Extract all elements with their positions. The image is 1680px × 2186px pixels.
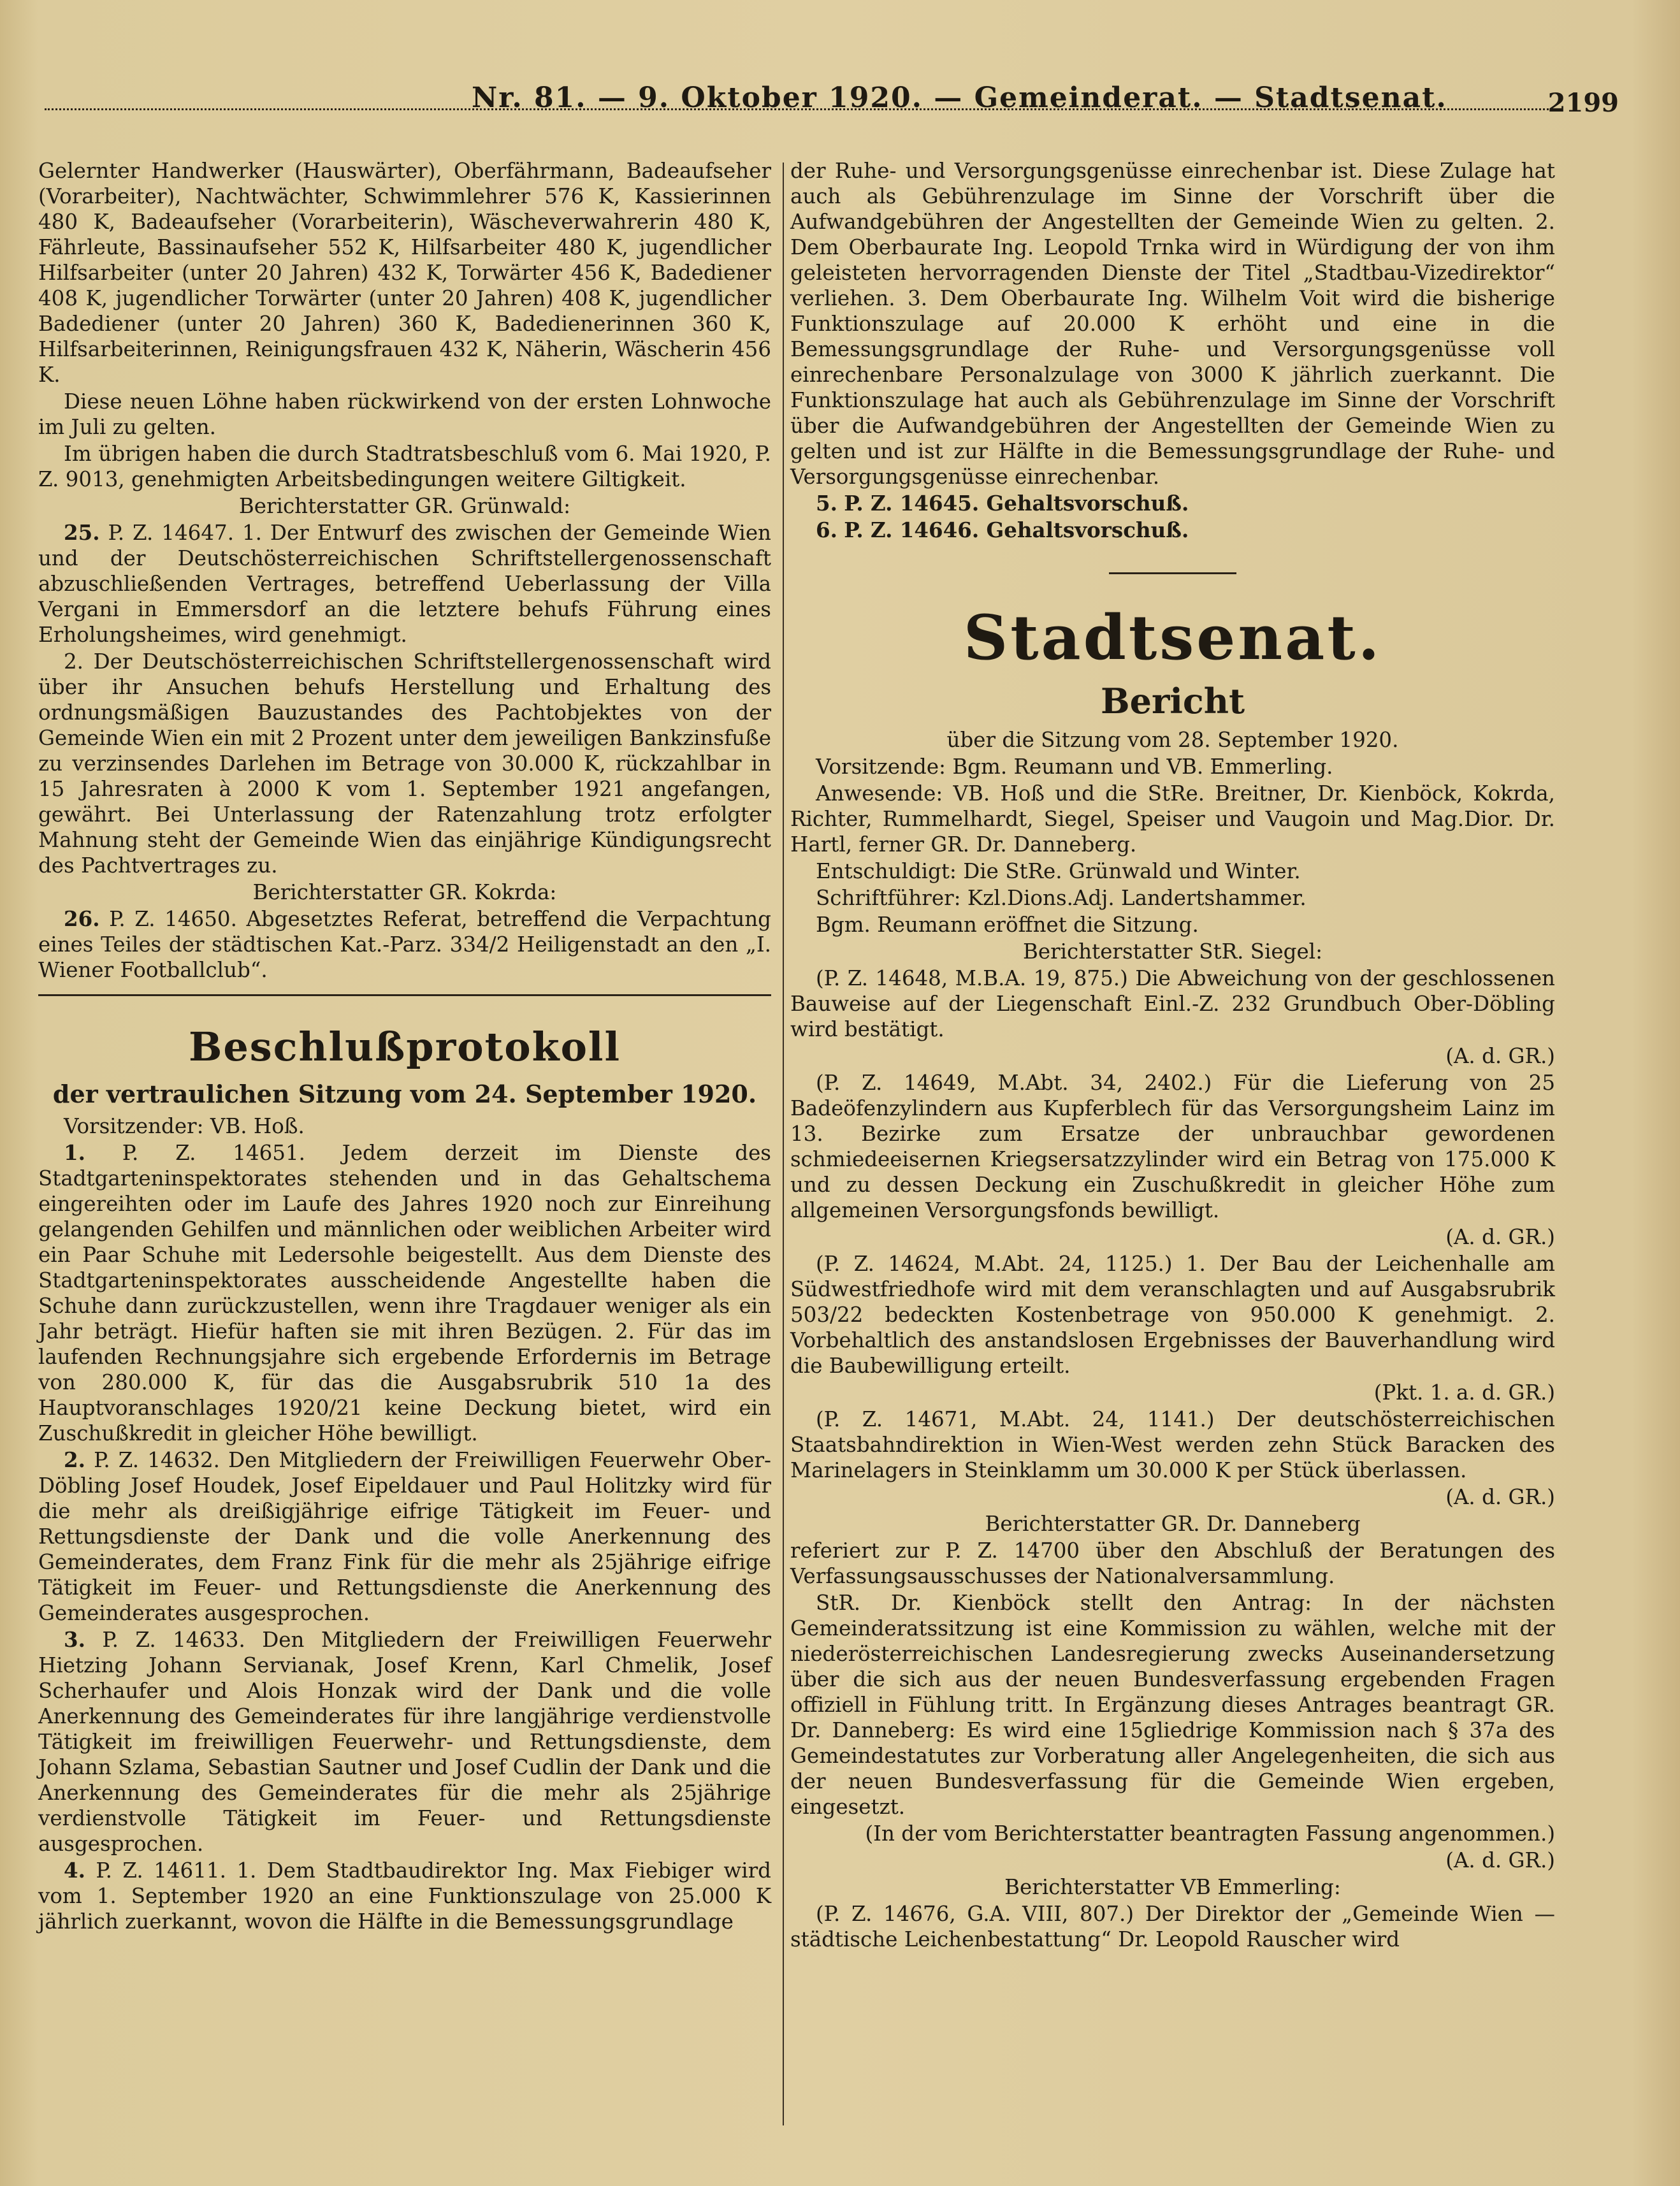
attendees-line: Anwesende: VB. Hoß und die StRe. Breitner, Dr. Kienböck, Kokrda, Richter, Rummelhardt, Siegel, Speiser und Vaugoin und Mag.Dior. Dr. Hartl, ferner GR. Dr. Danneberg. [790,781,1555,857]
item-text: P. Z. 14611. 1. Dem Stadtbaudirektor Ing. Max Fiebiger wird vom 1. September 1920 an eine Funktionszulage von 25.000 K jährlich zuerkannt, wovon die Hälfte in die Bemessungsgrundlage [38,1858,771,1934]
rapporteur-line: Berichterstatter GR. Dr. Danneberg [985,1512,1361,1536]
page-header [57,75,1638,120]
paragraph: Diese neuen Löhne haben rückwirkend von der ersten Lohnwoche im Juli zu gelten. [38,389,771,439]
right-column [790,158,1555,1953]
item-note: (Pkt. 1. a. d. GR.) [1373,1380,1555,1405]
section-subtitle: der vertraulichen Sitzung vom 24. September 1920. [52,1080,757,1108]
secretary-line: Schriftführer: Kzl.Dions.Adj. Landertshammer. [816,886,1307,910]
item-text: P. Z. 14646. Gehaltsvorschuß. [844,518,1189,542]
senate-item: (P. Z. 14624, M.Abt. 24, 1125.) 1. Der Bau der Leichenhalle am Südwestfriedhofe wird mit dem veranschlagten und auf Ausgabsrubrik 503/22 bedeckten Kostenbetrage von 950.000 K genehmigt. 2. Vorbehaltlich des anstandslosen Ergebnisses der Bauverhandlung wird die Baubewilligung erteilt. [790,1252,1555,1378]
column-divider [783,163,784,2125]
resolution-item-6 [790,518,1555,543]
resolution-item-1 [38,1140,771,1446]
opening-line: Bgm. Reumann eröffnet die Sitzung. [816,913,1199,937]
item-text: P. Z. 14645. Gehaltsvorschuß. [844,491,1189,516]
item-text: P. Z. 14647. 1. Der Entwurf des zwischen der Gemeinde Wien und der Deutschösterreichischen Schriftstellergenossenschaft abzuschließenden Vertrages, betreffend Ueberlassung der Villa Vergani in Emmersdorf an die letztere behufs Führung eines Erholungsheimes, wird genehmigt. [38,521,771,647]
rapporteur-line: Berichterstatter GR. Grünwald: [238,494,571,518]
rapporteur-line: Berichterstatter StR. Siegel: [1022,939,1323,964]
resolution-item-3 [38,1627,771,1857]
item-number: 3. [64,1627,85,1652]
senate-item: (P. Z. 14648, M.B.A. 19, 875.) Die Abweichung von der geschlossenen Bauweise auf der Liegenschaft Einl.-Z. 232 Grundbuch Ober-Döbling wird bestätigt. [790,966,1555,1041]
section-rule [38,994,771,996]
senate-item: referiert zur P. Z. 14700 über den Abschluß der Beratungen des Verfassungsausschusses der Nationalversammlung. [790,1538,1555,1588]
item-number: 1. [64,1140,85,1165]
item-number: 5. [816,491,837,516]
agenda-item-25 [38,520,771,648]
item-text: P. Z. 14632. Den Mitgliedern der Freiwilligen Feuerwehr Ober-Döbling Josef Houdek, Josef Eipeldauer und Paul Holitzky wird für die mehr als dreißigjährige eifrige Tätigkeit im Feuer- und Rettungsdienste der Dank und die volle Anerkennung des Gemeinderates, dem Franz Fink für die mehr als 25jährige eifrige Tätigkeit im Feuer- und Rettungsdienste die Anerkennung des Gemeinderates ausgesprochen. [38,1448,771,1625]
item-text: P. Z. 14650. Abgesetztes Referat, betreffend die Verpachtung eines Teiles der städtischen Kat.-Parz. 334/2 Heiligenstadt an den „I. Wiener Footballclub“. [38,907,771,982]
continued-paragraph: der Ruhe- und Versorgungsgenüsse einrechenbar ist. Diese Zulage hat auch als Gebührenzulage im Sinne der Vorschrift über die Aufwandgebühren der Angestellten der Gemeinde Wien zu gelten. 2. Dem Oberbaurate Ing. Leopold Trnka wird in Würdigung der von ihm geleisteten hervorragenden Dienste der Titel „Stadtbau-Vizedirektor“ verliehen. 3. Dem Oberbaurate Ing. Wilhelm Voit wird die bisherige Funktionszulage auf 20.000 K erhöht und eine in die Bemessungsgrundlage der Ruhe- und Versorgungsgenüsse voll einrechenbare Personalzulage von 3000 K jährlich zuerkannt. Die Funktionszulage hat auch als Gebührenzulage im Sinne der Vorschrift über die Aufwandgebühren der Angestellten der Gemeinde Wien zu gelten und ist zur Hälfte in die Bemessungsgrundlage der Ruhe- und Versorgungsgenüsse einrechenbar. [790,159,1555,489]
excused-line: Entschuldigt: Die StRe. Grünwald und Winter. [816,859,1301,883]
rapporteur-line: Berichterstatter GR. Kokrda: [252,880,557,904]
chair-line: Vorsitzende: Bgm. Reumann und VB. Emmerling. [816,755,1333,779]
resolution-item-5 [790,491,1555,516]
paragraph: 2. Der Deutschösterreichischen Schriftstellergenossenschaft wird über ihr Ansuchen behufs Herstellung und Erhaltung des ordnungsmäßigen Bauzustandes des Pachtobjektes von der Gemeinde Wien ein mit 2 Prozent unter dem jeweiligen Bankzinsfuße zu verzinsendes Darlehen im Betrage von 30.000 K, rückzahlbar in 15 Jahresraten à 2000 K vom 1. September 1921 angefangen, gewährt. Bei Unterlassung der Ratenzahlung trotz erfolgter Mahnung steht der Gemeinde Wien das einjährige Kündigungsrecht des Pachtvertrages zu. [38,649,771,878]
senate-item: (P. Z. 14649, M.Abt. 34, 2402.) Für die Lieferung von 25 Badeöfenzylindern aus Kupferblech für das Versorgungsheim Lainz im 13. Bezirke zum Ersatze der unbrauchbar gewordenen schmiedeeisernen Kriegsersatzzylinder wird ein Betrag von 175.000 K und zu dessen Deckung ein Zuschußkredit in gleicher Höhe zum allgemeinen Versorgungsfonds bewilligt. [790,1071,1555,1222]
item-note: (A. d. GR.) [1445,1848,1555,1872]
section-rule [1109,572,1236,574]
item-text: P. Z. 14633. Den Mitgliedern der Freiwilligen Feuerwehr Hietzing Johann Servianak, Josef Krenn, Karl Chmelik, Josef Scherhaufer und Alois Honzak wird der Dank und die volle Anerkennung des Gemeinderates für ihre langjährige verdienstvolle Tätigkeit im freiwilligen Feuerwehr- und Rettungsdienste, dem Johann Szlama, Sebastian Sautner und Josef Cudlin der Dank und die Anerkennung des Gemeinderates für die mehr als 25jährige verdienstvolle Tätigkeit im Feuer- und Rettungsdienste ausgesprochen. [38,1628,771,1856]
item-note: (In der vom Berichterstatter beantragten Fassung angenommen.) [865,1821,1555,1846]
resolution-item-4 [38,1858,771,1934]
report-subtitle: Bericht [1100,681,1245,721]
item-number: 6. [816,518,837,542]
senate-item: (P. Z. 14676, G.A. VIII, 807.) Der Direktor der „Gemeinde Wien — städtische Leichenbestattung“ Dr. Leopold Rauscher wird [790,1902,1555,1951]
header-rule [45,108,1549,110]
page-number: 2199 [1547,88,1619,118]
item-note: (A. d. GR.) [1445,1044,1555,1068]
paragraph: Im übrigen haben die durch Stadtratsbeschluß vom 6. Mai 1920, P. Z. 9013, genehmigten Arbeitsbedingungen weitere Giltigkeit. [38,442,771,491]
item-number: 25. [64,520,100,545]
resolution-item-2 [38,1447,771,1626]
senate-item: (P. Z. 14671, M.Abt. 24, 1141.) Der deutschösterreichischen Staatsbahndirektion in Wien-West werden zehn Stück Baracken des Marinelagers in Steinklamm um 30.000 K per Stück überlassen. [790,1407,1555,1482]
item-number: 4. [64,1858,85,1883]
agenda-item-26 [38,906,771,983]
rapporteur-line: Berichterstatter VB Emmerling: [1004,1875,1341,1899]
item-note: (A. d. GR.) [1445,1225,1555,1249]
running-title: Nr. 81. — 9. Oktober 1920. — Gemeinderat. — Stadtsenat. [472,82,1447,114]
item-text: P. Z. 14651. Jedem derzeit im Dienste des Stadtgarteninspektorates stehenden und in das Gehaltschema eingereihten oder im Laufe des Jahres 1920 noch zur Einreihung gelangenden Gehilfen und männlichen oder weiblichen Arbeiter wird ein Paar Schuhe mit Ledersohle beigestellt. Aus dem Dienste des Stadtgarteninspektorates ausscheidende Angestellte haben die Schuhe dann zurückzustellen, wenn ihre Tragdauer weniger als ein Jahr beträgt. Hiefür haften sie mit ihren Bezügen. 2. Für das im laufenden Rechnungsjahre sich ergebende Erfordernis im Betrage von 280.000 K, für das die Ausgabsrubrik 510 1a des Hauptvoranschlages 1920/21 keine Deckung bietet, wird ein Zuschußkredit in gleicher Höhe bewilligt. [38,1141,771,1445]
item-number: 26. [64,906,100,931]
stadtsenat-title: Stadtsenat. [963,602,1382,674]
senate-item: StR. Dr. Kienböck stellt den Antrag: In der nächsten Gemeinderatssitzung ist eine Kommission zu wählen, welche mit der niederösterreichischen Landesregierung zwecks Auseinandersetzung über die sich aus der neuen Bundesverfassung ergebenden Fragen offiziell in Fühlung tritt. In Ergänzung dieses Antrages beantragt GR. Dr. Danneberg: Es wird eine 15gliedrige Kommission nach § 37a des Gemeindestatutes zur Vorberatung aller Angelegenheiten, die sich aus der neuen Bundesverfassung für die Gemeinde Wien ergeben, eingesetzt. [790,1591,1555,1819]
session-line: über die Sitzung vom 28. September 1920. [946,728,1399,752]
item-number: 2. [64,1447,85,1472]
left-column [38,158,771,1936]
chair-line: Vorsitzender: VB. Hoß. [64,1114,305,1138]
wage-list-paragraph: Gelernter Handwerker (Hauswärter), Oberfährmann, Badeaufseher (Vorarbeiter), Nachtwächter, Schwimmlehrer 576 K, Kassierinnen 480 K, Badeaufseher (Vorarbeiterin), Wäscheverwahrerin 480 K, Fährleute, Bassinaufseher 552 K, Hilfsarbeiter 480 K, jugendlicher Hilfsarbeiter (unter 20 Jahren) 432 K, Torwärter 456 K, Badediener 408 K, jugendlicher Torwärter (unter 20 Jahren) 408 K, jugendlicher Badediener (unter 20 Jahren) 360 K, Badedienerinnen 360 K, Hilfsarbeiterinnen, Reinigungsfrauen 432 K, Näherin, Wäscherin 456 K. [38,159,771,387]
section-title: Beschlußprotokoll [188,1024,621,1070]
item-note: (A. d. GR.) [1445,1485,1555,1509]
